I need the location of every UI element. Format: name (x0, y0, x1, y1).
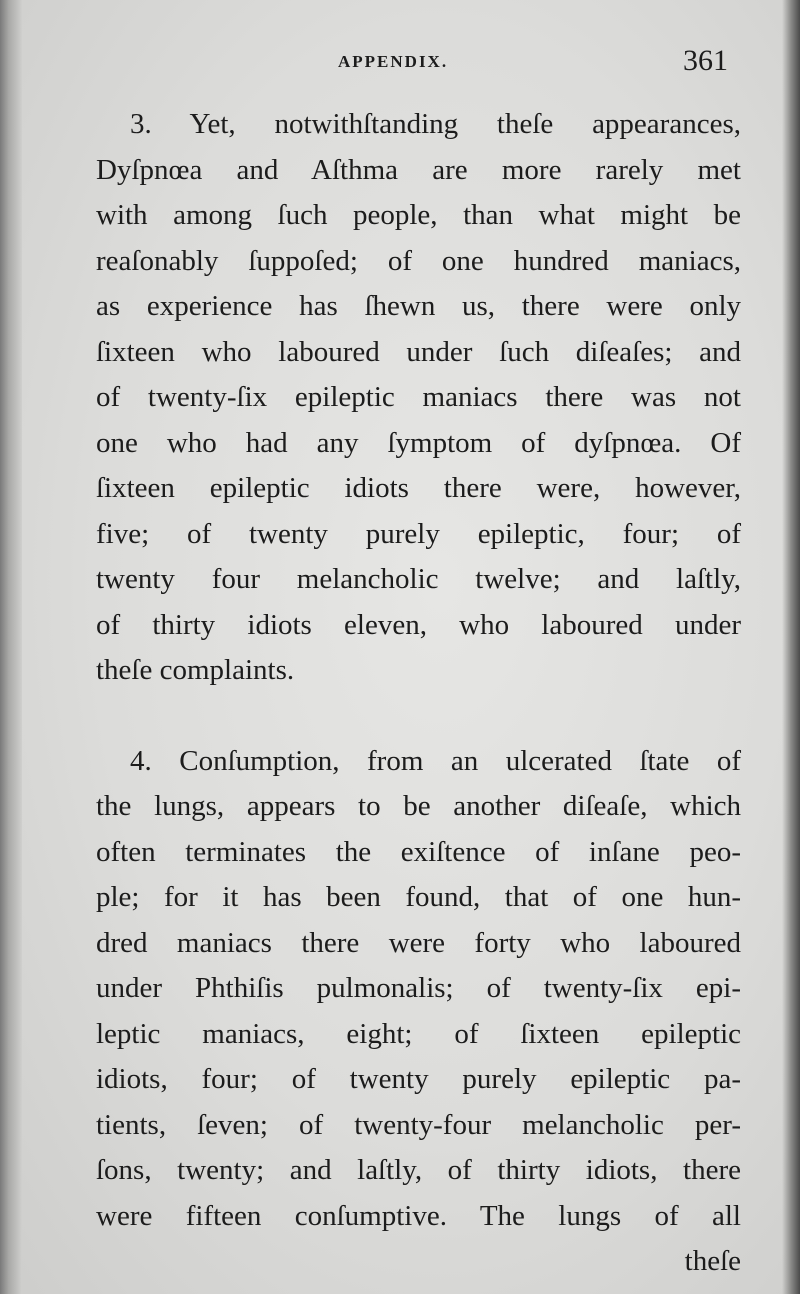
page-header (0, 44, 800, 94)
text-line: ſixteen epileptic idiots there were, however, (96, 472, 741, 504)
text-line: under Phthiſis pulmonalis; of twenty-ſix epi- (96, 972, 741, 1004)
paragraph-spacer (96, 694, 741, 739)
page-number: 361 (683, 44, 728, 77)
body-text (96, 102, 741, 1285)
catchword: theſe (684, 1245, 741, 1277)
text-line: of thirty idiots eleven, who laboured under (96, 608, 741, 641)
text-line: ſixteen who laboured under ſuch diſeaſes; and (96, 335, 741, 368)
text-line: 3. Yet, notwithſtanding theſe appearances, (130, 108, 741, 140)
text-line: idiots, four; of twenty purely epileptic pa- (96, 1063, 741, 1095)
text-line: ple; for it has been found, that of one hun- (96, 881, 741, 913)
running-head: APPENDIX. (338, 52, 449, 71)
text-line: five; of twenty purely epileptic, four; of (96, 517, 741, 550)
page-gutter-shadow (0, 0, 22, 1294)
text-line: one who had any ſymptom of dyſpnœa. Of (96, 426, 741, 459)
text-line: leptic maniacs, eight; of ſixteen epileptic (96, 1017, 741, 1050)
text-line: 4. Conſumption, from an ulcerated ſtate of (130, 744, 741, 777)
text-line: were fifteen conſumptive. The lungs of all (96, 1199, 741, 1232)
text-line: reaſonably ſuppoſed; of one hundred maniacs, (96, 244, 741, 277)
text-line: tients, ſeven; of twenty-four melancholic per- (96, 1108, 741, 1141)
page-edge-shadow (782, 0, 800, 1294)
text-line: the lungs, appears to be another diſeaſe, which (96, 790, 741, 822)
text-line: ſons, twenty; and laſtly, of thirty idiots, there (96, 1154, 741, 1186)
text-line: with among ſuch people, than what might be (96, 199, 741, 231)
text-line: as experience has ſhewn us, there were only (96, 290, 741, 322)
text-line: theſe complaints. (96, 654, 295, 686)
paragraph-4 (96, 739, 741, 1240)
paragraph-3 (96, 102, 741, 694)
text-line: Dyſpnœa and Aſthma are more rarely met (96, 153, 741, 186)
text-line: twenty four melancholic twelve; and laſtly, (96, 563, 741, 595)
text-line: often terminates the exiſtence of inſane peo- (96, 835, 741, 868)
text-line: of twenty-ſix epileptic maniacs there was not (96, 381, 741, 413)
text-line: dred maniacs there were forty who laboured (96, 926, 741, 959)
